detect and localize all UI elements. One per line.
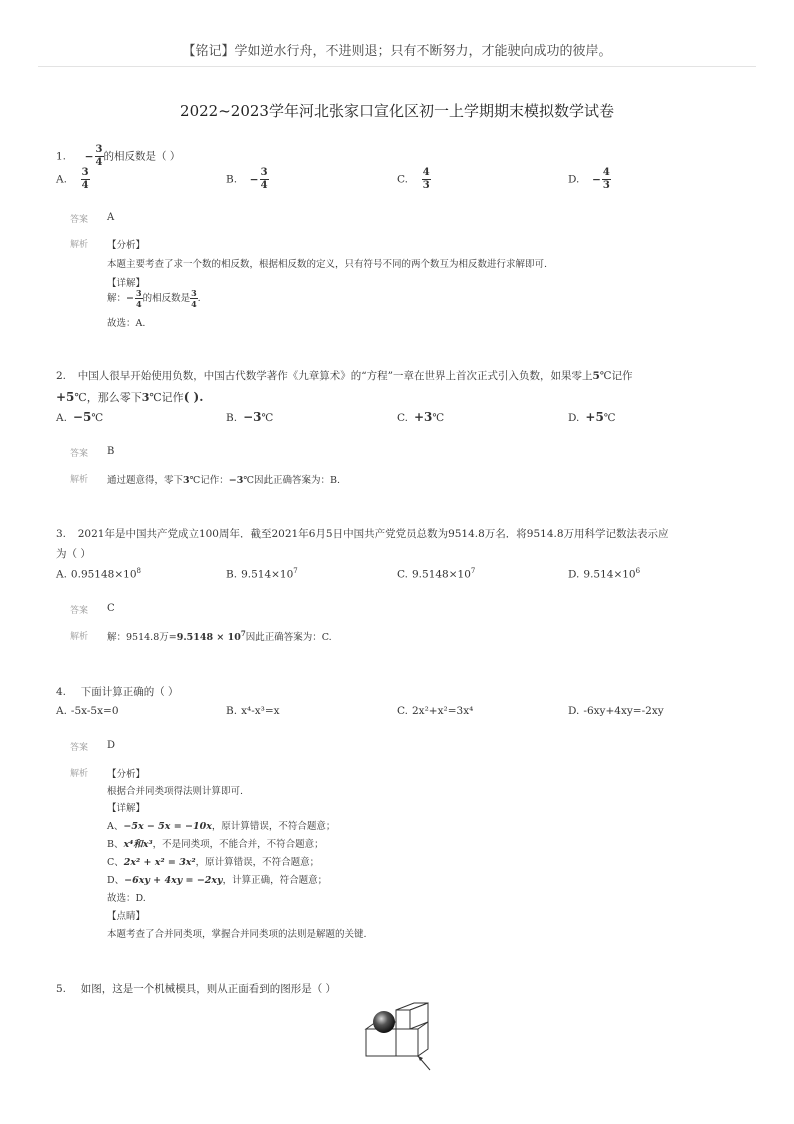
- question-2-line2: +5℃，那么零下3℃记作( ).: [56, 390, 204, 404]
- question-2: 2. 中国人很早开始使用负数，中国古代数学著作《九章算术》的“方程”一章在世界上首次正式引入负数，如果零上5℃记作: [56, 370, 633, 382]
- q2-option-b[interactable]: B. −3℃: [226, 410, 274, 424]
- q3-option-c[interactable]: C. $9.5148\times 10^7$: [397, 567, 476, 581]
- answer-value: C: [107, 603, 115, 614]
- answer-label: 答案: [70, 743, 89, 753]
- question-number: 4.: [56, 686, 67, 698]
- fraction: $\frac{3}{4}$: [95, 144, 103, 168]
- answer-label: 答案: [70, 606, 89, 616]
- answer-label: 答案: [70, 449, 89, 459]
- analysis-label: 解析: [70, 475, 89, 485]
- mold-figure: [356, 1000, 446, 1074]
- choose-line: 故选：A.: [107, 318, 146, 329]
- analysis-label: 解析: [70, 240, 89, 250]
- sphere-shape: [373, 1011, 395, 1033]
- comment-text: 本题考查了合并同类项，掌握合并同类项的法则是解题的关键.: [107, 929, 367, 940]
- question-number: 2.: [56, 370, 67, 382]
- q1-option-b[interactable]: B. − $\frac{3}{4}$: [226, 167, 268, 191]
- analysis-label: 解析: [70, 632, 89, 642]
- detail-line-a: A、−5x − 5x = −10x，原计算错误，不符合题意；: [107, 821, 336, 832]
- q4-option-c[interactable]: C. 2x²+x²=3x⁴: [397, 705, 474, 717]
- question-4: 4. 下面计算正确的（ ）: [56, 686, 179, 698]
- q4-option-b[interactable]: B. x⁴-x³=x: [226, 705, 280, 717]
- answer-value: A: [107, 212, 115, 223]
- detail-line-b: B、x⁴和x³，不是同类项，不能合并，不符合题意；: [107, 839, 324, 850]
- q1-option-c[interactable]: C. $\frac{4}{3}$: [397, 167, 430, 191]
- comment-heading: 【点睛】: [107, 911, 146, 922]
- analysis-label: 解析: [70, 769, 89, 779]
- analysis-heading: 【分析】: [107, 769, 146, 780]
- analysis-text: 解：9514.8万$=9.5148 \times 10^7$因此正确答案为：C.: [107, 629, 332, 644]
- answer-label: 答案: [70, 215, 89, 225]
- question-number: 1.: [56, 150, 67, 163]
- solution-line: 解：− $\frac{3}{4}$ 的相反数是 $\frac{3}{4}$ .: [107, 288, 201, 309]
- question-number: 5.: [56, 983, 67, 995]
- q1-option-a[interactable]: A. $\frac{3}{4}$: [56, 167, 89, 191]
- analysis-text: 通过题意得，零下3℃记作：−3℃因此正确答案为：B.: [107, 475, 340, 486]
- motto: 【铭记】学如逆水行舟，不进则退；只有不断努力，才能驶向成功的彼岸。: [182, 44, 612, 59]
- q3-option-a[interactable]: A. $0.95148\times 10^8$: [56, 567, 141, 581]
- page-title: 2022~2023学年河北张家口宣化区初一上学期期末模拟数学试卷: [180, 102, 614, 120]
- question-number: 3.: [56, 528, 67, 540]
- q4-option-a[interactable]: A. -5x-5x=0: [56, 705, 119, 717]
- detail-line-c: C、2x² + x² = 3x²，原计算错误，不符合题意；: [107, 857, 320, 868]
- q3-option-b[interactable]: B. $9.514\times 10^7$: [226, 567, 298, 581]
- analysis-text: 根据合并同类项得法则计算即可.: [107, 786, 244, 797]
- answer-value: D: [107, 740, 116, 751]
- answer-value: B: [107, 446, 115, 457]
- detail-heading: 【详解】: [107, 803, 146, 814]
- q1-option-d[interactable]: D. − $\frac{4}{3}$: [568, 167, 610, 191]
- detail-line-d: D、−6xy + 4xy = −2xy，计算正确，符合题意；: [107, 875, 328, 886]
- q2-option-c[interactable]: C. +3℃: [397, 410, 445, 424]
- q2-option-a[interactable]: A. −5℃: [56, 410, 104, 424]
- choose-line: 故选：D.: [107, 893, 146, 904]
- header-divider: [38, 66, 756, 67]
- q2-option-d[interactable]: D. +5℃: [568, 410, 616, 424]
- detail-heading: 【详解】: [107, 278, 146, 289]
- question-1: 1. − $\frac{3}{4}$ 的相反数是（ ）: [56, 144, 181, 168]
- question-text: 的相反数是（ ）: [103, 150, 181, 163]
- question-3: 3. 2021年是中国共产党成立100周年．截至2021年6月5日中国共产党党员总数为9514.8万名．将9514.8万用科学记数法表示应: [56, 528, 669, 540]
- analysis-text: 本题主要考查了求一个数的相反数，根据相反数的定义，只有符号不同的两个数互为相反数进行求解即可.: [107, 259, 548, 270]
- q3-option-d[interactable]: D. $9.514\times 10^6$: [568, 567, 641, 581]
- q4-option-d[interactable]: D. -6xy+4xy=-2xy: [568, 705, 664, 717]
- question-3-line2: 为（ ）: [56, 548, 91, 560]
- analysis-heading: 【分析】: [107, 240, 146, 251]
- question-5: 5. 如图，这是一个机械模具，则从正面看到的图形是（ ）: [56, 983, 337, 995]
